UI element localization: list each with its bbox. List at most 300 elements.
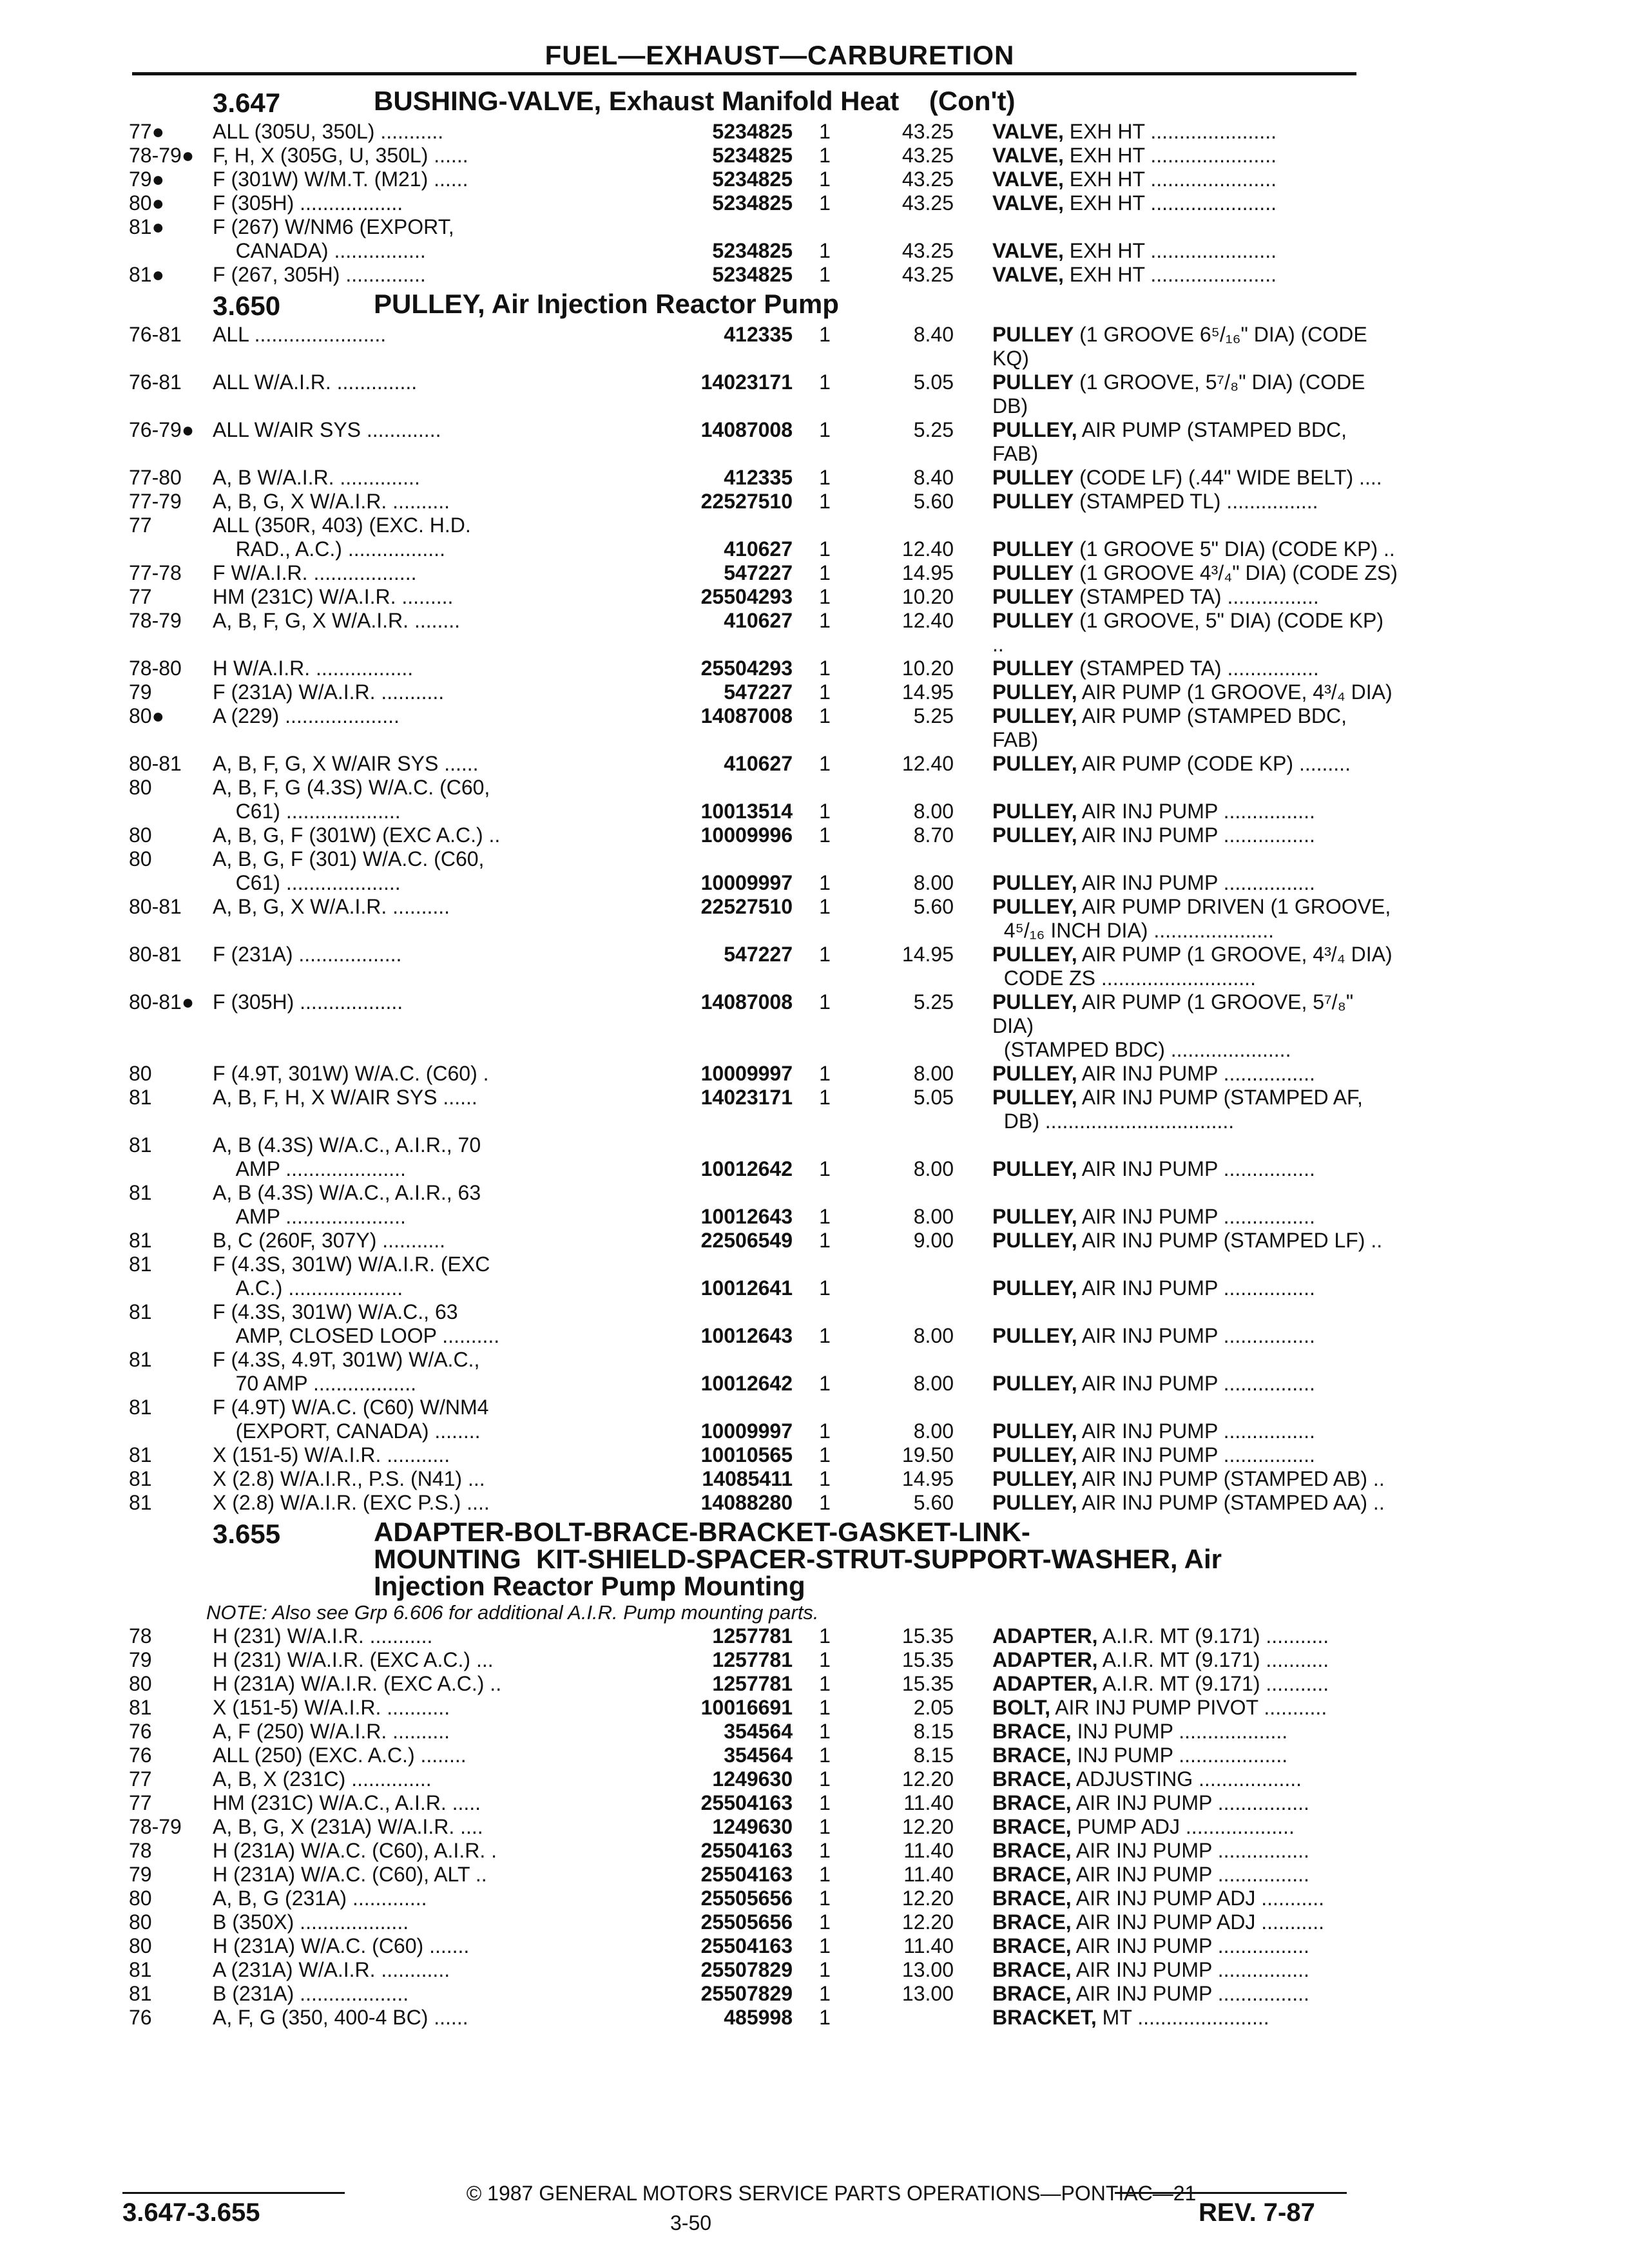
- part-number: 1257781: [712, 1672, 793, 1695]
- quantity: 1: [819, 1062, 831, 1085]
- year-range: 81: [129, 1300, 152, 1323]
- part-row: [129, 1300, 1373, 1348]
- application: A, B W/A.I.R. ..............: [213, 466, 420, 489]
- copyright-notice: © 1987 GENERAL MOTORS SERVICE PARTS OPERATIONS—PONTIAC—21: [466, 2182, 1197, 2205]
- application: F (4.9T) W/A.C. (C60) W/NM4 (EXPORT, CANADA) ........: [213, 1396, 489, 1443]
- header-rule: [132, 72, 1356, 75]
- part-row: [129, 1982, 1373, 2006]
- description: BRACKET, MT .......................: [992, 2006, 1269, 2029]
- year-range: 79: [129, 680, 152, 704]
- description: PULLEY, AIR PUMP (STAMPED BDC, FAB): [992, 418, 1353, 465]
- page-number: 3-50: [670, 2211, 712, 2234]
- part-number: 5234825: [712, 144, 793, 167]
- year-range: 77: [129, 585, 152, 608]
- price: 14.95: [901, 1467, 954, 1490]
- year-range: 80-81●: [129, 990, 195, 1014]
- quantity: 1: [819, 323, 831, 346]
- price: 14.95: [901, 943, 954, 966]
- price: 5.60: [913, 1491, 954, 1514]
- application: A, B, G, F (301) W/A.C. (C60, C61) ....................: [213, 847, 485, 894]
- description: ADAPTER, A.I.R. MT (9.171) ...........: [992, 1672, 1329, 1695]
- quantity: 1: [819, 2006, 831, 2029]
- quantity: 1: [819, 990, 831, 1014]
- application: H (231) W/A.I.R. ...........: [213, 1624, 433, 1648]
- part-row: [129, 1491, 1385, 1515]
- section-header: [129, 1519, 1373, 1600]
- part-number: 410627: [724, 609, 793, 632]
- description: BRACE, AIR INJ PUMP ................: [992, 1958, 1309, 1981]
- year-range: 77-80: [129, 466, 182, 489]
- year-range: 80-81: [129, 752, 182, 775]
- price: 8.15: [913, 1744, 954, 1767]
- price: 12.20: [901, 1887, 954, 1910]
- description: PULLEY, AIR INJ PUMP ................: [992, 1324, 1315, 1347]
- part-row: [129, 191, 1373, 215]
- price: 8.00: [913, 871, 954, 894]
- price: 43.25: [901, 263, 954, 286]
- description: PULLEY, AIR INJ PUMP ................: [992, 1372, 1315, 1395]
- description: PULLEY, AIR INJ PUMP ................: [992, 800, 1315, 823]
- part-row: [129, 1624, 1373, 1648]
- description: BRACE, PUMP ADJ ...................: [992, 1815, 1295, 1838]
- section-number: 3.647: [213, 88, 281, 118]
- year-range: 76: [129, 1744, 152, 1767]
- quantity: 1: [819, 1276, 831, 1300]
- price: 5.60: [913, 490, 954, 513]
- parts-list: [129, 84, 1398, 2030]
- part-row: [129, 1958, 1373, 1982]
- quantity: 1: [819, 609, 831, 632]
- year-range: 78: [129, 1839, 152, 1862]
- application: B (231A) ...................: [213, 1982, 409, 2005]
- section-title: BUSHING-VALVE, Exhaust Manifold Heat (Con't): [374, 86, 1016, 116]
- application: A (229) ....................: [213, 704, 400, 727]
- description: PULLEY, AIR INJ PUMP (STAMPED AB) ..: [992, 1467, 1385, 1490]
- quantity: 1: [819, 144, 831, 167]
- price: 13.00: [901, 1982, 954, 2005]
- year-range: 80: [129, 776, 152, 799]
- quantity: 1: [819, 1958, 831, 1981]
- part-row: [129, 1672, 1373, 1696]
- description: PULLEY, AIR PUMP (1 GROOVE, 5⁷/₈" DIA) (STAMPED BDC) .....................: [992, 990, 1354, 1061]
- application: H (231A) W/A.I.R. (EXC A.C.) ..: [213, 1672, 502, 1695]
- quantity: 1: [819, 1372, 831, 1395]
- description: BRACE, AIR INJ PUMP ................: [992, 1863, 1309, 1886]
- part-row: [129, 823, 1373, 847]
- part-row: [129, 1720, 1373, 1744]
- year-range: 77: [129, 514, 152, 537]
- year-range: 79: [129, 1863, 152, 1886]
- year-range: 76-81: [129, 323, 182, 346]
- year-range: 81: [129, 1229, 152, 1252]
- price: 11.40: [903, 1863, 954, 1886]
- price: 8.00: [913, 1205, 954, 1228]
- description: PULLEY, AIR PUMP DRIVEN (1 GROOVE, 4⁵/₁₆ INCH DIA) .....................: [992, 895, 1391, 942]
- year-range: 81: [129, 1958, 152, 1981]
- year-range: 76: [129, 1720, 152, 1743]
- price: 15.35: [901, 1672, 954, 1695]
- description: PULLEY, AIR INJ PUMP (STAMPED AA) ..: [992, 1491, 1385, 1514]
- quantity: 1: [819, 1887, 831, 1910]
- part-row: [129, 215, 1373, 263]
- part-row: [129, 466, 1382, 490]
- part-number: 10012643: [700, 1205, 793, 1228]
- description: BOLT, AIR INJ PUMP PIVOT ...........: [992, 1696, 1327, 1719]
- application: F (301W) W/M.T. (M21) ......: [213, 168, 468, 191]
- part-number: 25504293: [700, 585, 793, 608]
- quantity: 1: [819, 871, 831, 894]
- section-number: 3.650: [213, 291, 281, 321]
- part-number: 10016691: [700, 1696, 793, 1719]
- description: PULLEY, AIR INJ PUMP ................: [992, 1276, 1315, 1300]
- description: PULLEY, AIR INJ PUMP ................: [992, 1443, 1315, 1466]
- year-range: 77-78: [129, 561, 182, 584]
- quantity: 1: [819, 1229, 831, 1252]
- description: PULLEY, AIR PUMP (CODE KP) .........: [992, 752, 1351, 775]
- price: 13.00: [901, 1958, 954, 1981]
- description: PULLEY, AIR INJ PUMP ................: [992, 1157, 1315, 1180]
- part-row: [129, 2006, 1373, 2030]
- application: F (231A) ..................: [213, 943, 402, 966]
- part-number: 25504293: [700, 657, 793, 680]
- quantity: 1: [819, 1648, 831, 1671]
- part-row: [129, 1744, 1373, 1767]
- description: PULLEY, AIR INJ PUMP ................: [992, 1062, 1315, 1085]
- year-range: 79: [129, 1648, 152, 1671]
- application: F (4.3S, 4.9T, 301W) W/A.C., 70 AMP ..................: [213, 1348, 480, 1395]
- part-number: 22506549: [700, 1229, 793, 1252]
- application: B, C (260F, 307Y) ...........: [213, 1229, 446, 1252]
- part-number: 10012641: [700, 1276, 793, 1300]
- price: 14.95: [901, 680, 954, 704]
- application: F (267, 305H) ..............: [213, 263, 426, 286]
- quantity: 1: [819, 1839, 831, 1862]
- part-number: 547227: [724, 943, 793, 966]
- quantity: 1: [819, 1791, 831, 1814]
- application: ALL .......................: [213, 323, 387, 346]
- quantity: 1: [819, 585, 831, 608]
- year-range: 81: [129, 1133, 152, 1157]
- part-row: [129, 168, 1373, 191]
- description: VALVE, EXH HT ......................: [992, 168, 1277, 191]
- part-number: 5234825: [712, 191, 793, 215]
- description: VALVE, EXH HT ......................: [992, 144, 1277, 167]
- quantity: 1: [819, 1696, 831, 1719]
- quantity: 1: [819, 1157, 831, 1180]
- price: 10.20: [901, 657, 954, 680]
- description: BRACE, AIR INJ PUMP ADJ ...........: [992, 1887, 1325, 1910]
- part-row: [129, 1910, 1373, 1934]
- description: PULLEY, AIR INJ PUMP ................: [992, 823, 1315, 847]
- part-row: [129, 776, 1373, 823]
- description: PULLEY (1 GROOVE 6⁵/₁₆" DIA) (CODE KQ): [992, 323, 1373, 370]
- year-range: 77-79: [129, 490, 182, 513]
- price: 12.40: [901, 609, 954, 632]
- year-range: 80: [129, 847, 152, 870]
- quantity: 1: [819, 168, 831, 191]
- footer-rule-left: [122, 2192, 345, 2194]
- description: PULLEY, AIR INJ PUMP ................: [992, 1419, 1315, 1443]
- application: H (231A) W/A.C. (C60), ALT ..: [213, 1863, 487, 1886]
- quantity: 1: [819, 1086, 831, 1109]
- price: 43.25: [901, 239, 954, 262]
- year-range: 78-79●: [129, 144, 195, 167]
- part-number: 14023171: [700, 1086, 793, 1109]
- description: PULLEY (1 GROOVE 4³/₄" DIA) (CODE ZS): [992, 561, 1398, 584]
- part-row: [129, 704, 1373, 752]
- part-number: 25504163: [700, 1791, 793, 1814]
- year-range: 78-79: [129, 609, 182, 632]
- quantity: 1: [819, 466, 831, 489]
- price: 8.40: [913, 323, 954, 346]
- part-row: [129, 514, 1395, 561]
- description: PULLEY (CODE LF) (.44" WIDE BELT) ....: [992, 466, 1382, 489]
- year-range: 81: [129, 1181, 152, 1204]
- description: BRACE, INJ PUMP ...................: [992, 1744, 1288, 1767]
- description: ADAPTER, A.I.R. MT (9.171) ...........: [992, 1648, 1329, 1671]
- price: 8.00: [913, 800, 954, 823]
- year-range: 80: [129, 1062, 152, 1085]
- part-number: 547227: [724, 561, 793, 584]
- part-number: 25505656: [700, 1887, 793, 1910]
- price: 5.25: [913, 418, 954, 441]
- description: VALVE, EXH HT ......................: [992, 239, 1277, 262]
- quantity: 1: [819, 1443, 831, 1466]
- price: 8.00: [913, 1062, 954, 1085]
- part-number: 410627: [724, 752, 793, 775]
- price: 8.00: [913, 1419, 954, 1443]
- quantity: 1: [819, 1324, 831, 1347]
- quantity: 1: [819, 823, 831, 847]
- part-number: 14087008: [700, 418, 793, 441]
- quantity: 1: [819, 263, 831, 286]
- quantity: 1: [819, 1767, 831, 1791]
- part-number: 14087008: [700, 704, 793, 727]
- page-title: FUEL—EXHAUST—CARBURETION: [545, 40, 1015, 70]
- year-range: 81: [129, 1086, 152, 1109]
- part-row: [129, 1443, 1373, 1467]
- year-range: 80: [129, 1887, 152, 1910]
- application: ALL (350R, 403) (EXC. H.D. RAD., A.C.) .................: [213, 514, 471, 561]
- year-range: 80: [129, 823, 152, 847]
- part-number: 22527510: [700, 490, 793, 513]
- part-row: [129, 1086, 1373, 1133]
- application: F (4.9T, 301W) W/A.C. (C60) .: [213, 1062, 489, 1085]
- part-row: [129, 1696, 1373, 1720]
- quantity: 1: [819, 1419, 831, 1443]
- part-row: [129, 1062, 1373, 1086]
- description: PULLEY (STAMPED TA) ................: [992, 585, 1319, 608]
- year-range: 81: [129, 1443, 152, 1466]
- part-number: 485998: [724, 2006, 793, 2029]
- quantity: 1: [819, 1467, 831, 1490]
- quantity: 1: [819, 490, 831, 513]
- year-range: 80●: [129, 191, 164, 215]
- price: 5.25: [913, 704, 954, 727]
- year-range: 79●: [129, 168, 164, 191]
- part-number: 14088280: [700, 1491, 793, 1514]
- description: PULLEY, AIR INJ PUMP (STAMPED LF) ..: [992, 1229, 1383, 1252]
- application: A, F (250) W/A.I.R. ..........: [213, 1720, 450, 1743]
- quantity: 1: [819, 239, 831, 262]
- description: PULLEY, AIR PUMP (STAMPED BDC, FAB): [992, 704, 1353, 751]
- description: BRACE, AIR INJ PUMP ................: [992, 1839, 1309, 1862]
- application: A, B, G, X W/A.I.R. ..........: [213, 490, 450, 513]
- year-range: 77: [129, 1791, 152, 1814]
- price: 8.00: [913, 1372, 954, 1395]
- price: 8.15: [913, 1720, 954, 1743]
- application: A, B (4.3S) W/A.C., A.I.R., 70 AMP .....................: [213, 1133, 481, 1180]
- group-range: 3.647-3.655: [122, 2198, 260, 2227]
- part-number: 25504163: [700, 1934, 793, 1957]
- part-number: 10012643: [700, 1324, 793, 1347]
- part-row: [129, 1181, 1373, 1229]
- section-header: [129, 291, 1373, 322]
- part-row: [129, 263, 1373, 287]
- year-range: 81: [129, 1982, 152, 2005]
- price: 12.20: [901, 1767, 954, 1791]
- revision: REV. 7-87: [1199, 2198, 1315, 2227]
- part-row: [129, 1133, 1373, 1181]
- quantity: 1: [819, 537, 831, 561]
- part-number: 1249630: [712, 1767, 793, 1791]
- description: PULLEY (1 GROOVE 5" DIA) (CODE KP) ..: [992, 537, 1395, 561]
- description: VALVE, EXH HT ......................: [992, 263, 1277, 286]
- year-range: 80●: [129, 704, 164, 727]
- price: 5.05: [913, 370, 954, 394]
- price: 5.05: [913, 1086, 954, 1109]
- part-number: 14023171: [700, 370, 793, 394]
- price: 8.70: [913, 823, 954, 847]
- price: 12.20: [901, 1910, 954, 1934]
- application: A, F, G (350, 400-4 BC) ......: [213, 2006, 468, 2029]
- price: 43.25: [901, 168, 954, 191]
- part-row: [129, 752, 1373, 776]
- price: 11.40: [903, 1791, 954, 1814]
- part-row: [129, 323, 1373, 370]
- application: A (231A) W/A.I.R. ............: [213, 1958, 450, 1981]
- part-row: [129, 1253, 1373, 1300]
- application: F (4.3S, 301W) W/A.C., 63 AMP, CLOSED LOOP ..........: [213, 1300, 500, 1347]
- year-range: 81: [129, 1491, 152, 1514]
- year-range: 80-81: [129, 943, 182, 966]
- part-row: [129, 1815, 1373, 1839]
- part-number: 10009997: [700, 1419, 793, 1443]
- application: X (2.8) W/A.I.R., P.S. (N41) ...: [213, 1467, 485, 1490]
- price: 12.40: [901, 752, 954, 775]
- description: PULLEY, AIR PUMP (1 GROOVE, 4³/₄ DIA) CODE ZS ...........................: [992, 943, 1393, 990]
- part-number: 354564: [724, 1744, 793, 1767]
- part-row: [129, 609, 1389, 657]
- part-number: 25504163: [700, 1863, 793, 1886]
- application: H (231) W/A.I.R. (EXC A.C.) ...: [213, 1648, 494, 1671]
- quantity: 1: [819, 800, 831, 823]
- application: H W/A.I.R. .................: [213, 657, 414, 680]
- description: PULLEY (STAMPED TL) ................: [992, 490, 1318, 513]
- price: 19.50: [901, 1443, 954, 1466]
- price: 2.05: [913, 1696, 954, 1719]
- quantity: 1: [819, 1982, 831, 2005]
- price: 12.20: [901, 1815, 954, 1838]
- part-number: 10009996: [700, 823, 793, 847]
- price: 12.40: [901, 537, 954, 561]
- price: 14.95: [901, 561, 954, 584]
- part-row: [129, 1467, 1385, 1491]
- description: PULLEY, AIR INJ PUMP ................: [992, 1205, 1315, 1228]
- part-number: 22527510: [700, 895, 793, 918]
- part-number: 410627: [724, 537, 793, 561]
- part-row: [129, 1839, 1373, 1863]
- price: 8.00: [913, 1324, 954, 1347]
- quantity: 1: [819, 1934, 831, 1957]
- part-number: 14085411: [702, 1467, 793, 1490]
- application: F W/A.I.R. ..................: [213, 561, 417, 584]
- description: VALVE, EXH HT ......................: [992, 120, 1277, 143]
- application: F (4.3S, 301W) W/A.I.R. (EXC A.C.) ....................: [213, 1253, 490, 1300]
- price: 43.25: [901, 120, 954, 143]
- application: A, B, F, G (4.3S) W/A.C. (C60, C61) ....................: [213, 776, 490, 823]
- application: X (151-5) W/A.I.R. ...........: [213, 1696, 450, 1719]
- description: PULLEY (STAMPED TA) ................: [992, 657, 1319, 680]
- application: A, B, G, X (231A) W/A.I.R. ....: [213, 1815, 483, 1838]
- year-range: 76-81: [129, 370, 182, 394]
- description: ADAPTER, A.I.R. MT (9.171) ...........: [992, 1624, 1329, 1648]
- part-number: 14087008: [700, 990, 793, 1014]
- part-row: [129, 585, 1373, 609]
- application: X (2.8) W/A.I.R. (EXC P.S.) ....: [213, 1491, 490, 1514]
- year-range: 81: [129, 1348, 152, 1371]
- part-row: [129, 847, 1373, 895]
- year-range: 80: [129, 1672, 152, 1695]
- part-number: 25505656: [700, 1910, 793, 1934]
- application: F, H, X (305G, U, 350L) ......: [213, 144, 468, 167]
- description: BRACE, ADJUSTING ..................: [992, 1767, 1302, 1791]
- year-range: 81●: [129, 215, 164, 238]
- part-row: [129, 1229, 1383, 1253]
- year-range: 78: [129, 1624, 152, 1648]
- quantity: 1: [819, 895, 831, 918]
- description: PULLEY, AIR INJ PUMP (STAMPED AF, DB) .................................: [992, 1086, 1363, 1133]
- description: PULLEY, AIR INJ PUMP ................: [992, 871, 1315, 894]
- part-number: 10012642: [700, 1372, 793, 1395]
- quantity: 1: [819, 1744, 831, 1767]
- part-number: 412335: [724, 466, 793, 489]
- application: HM (231C) W/A.I.R. .........: [213, 585, 454, 608]
- year-range: 80: [129, 1910, 152, 1934]
- description: BRACE, AIR INJ PUMP ................: [992, 1934, 1309, 1957]
- part-row: [129, 895, 1391, 943]
- part-row: [129, 1934, 1373, 1958]
- part-row: [129, 418, 1373, 466]
- year-range: 81: [129, 1253, 152, 1276]
- part-row: [129, 1396, 1373, 1443]
- part-number: 5234825: [712, 168, 793, 191]
- price: 8.00: [913, 1157, 954, 1180]
- application: B (350X) ...................: [213, 1910, 409, 1934]
- part-number: 1257781: [712, 1624, 793, 1648]
- quantity: 1: [819, 704, 831, 727]
- price: 5.60: [913, 895, 954, 918]
- description: BRACE, AIR INJ PUMP ADJ ...........: [992, 1910, 1325, 1934]
- application: H (231A) W/A.C. (C60) .......: [213, 1934, 470, 1957]
- part-number: 10012642: [700, 1157, 793, 1180]
- price: 10.20: [901, 585, 954, 608]
- description: VALVE, EXH HT ......................: [992, 191, 1277, 215]
- application: A, B, G (231A) .............: [213, 1887, 427, 1910]
- quantity: 1: [819, 1491, 831, 1514]
- application: A, B, F, G, X W/AIR SYS ......: [213, 752, 479, 775]
- price: [857, 2006, 954, 2030]
